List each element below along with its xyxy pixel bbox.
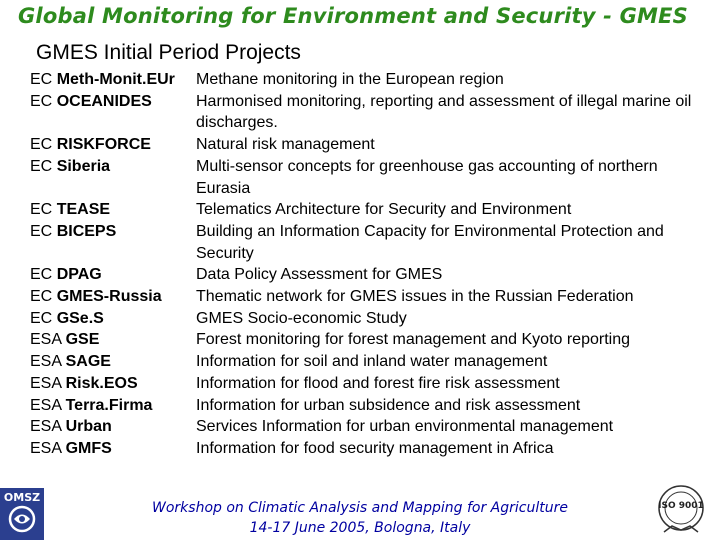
project-code	[30, 351, 196, 373]
project-description: GMES Socio-economic Study	[196, 309, 407, 327]
project-description: Telematics Architecture for Security and Environment	[196, 201, 572, 219]
project-row	[30, 199, 700, 221]
project-org: ESA	[30, 331, 62, 349]
project-org: EC	[30, 266, 53, 284]
section-subtitle: GMES Initial Period Projects	[36, 41, 301, 64]
project-row	[30, 91, 700, 134]
project-description: Building an Information Capacity for Environmental Protection and Security	[196, 222, 664, 262]
project-code	[30, 91, 196, 134]
project-name: GMES-Russia	[56, 288, 162, 306]
project-org: ESA	[30, 439, 62, 457]
project-code	[30, 264, 196, 286]
project-row	[30, 221, 700, 264]
project-row	[30, 373, 700, 395]
project-code	[30, 134, 196, 156]
project-row	[30, 438, 700, 460]
project-name: Risk.EOS	[65, 374, 138, 392]
footer	[0, 498, 720, 538]
project-code	[30, 373, 196, 395]
project-name: GMFS	[65, 439, 112, 457]
project-org: EC	[30, 157, 53, 175]
project-row	[30, 134, 700, 156]
slide-title: Global Monitoring for Environment and Security - GMES	[18, 4, 688, 28]
project-row	[30, 156, 700, 199]
project-name: GSe.S	[56, 309, 104, 327]
project-name: Urban	[65, 418, 112, 436]
project-description: Harmonised monitoring, reporting and assessment of illegal marine oil discharges.	[196, 92, 692, 132]
project-code	[30, 286, 196, 308]
project-name: OCEANIDES	[56, 92, 152, 110]
project-code	[30, 156, 196, 199]
omsz-logo-text: OMSZ	[3, 491, 41, 504]
project-name: Meth-Monit.EUr	[56, 71, 175, 88]
project-row	[30, 308, 700, 330]
project-code	[30, 308, 196, 330]
project-row	[30, 264, 700, 286]
project-code	[30, 438, 196, 460]
project-org: EC	[30, 201, 53, 219]
project-name: DPAG	[56, 266, 102, 284]
project-org: EC	[30, 309, 53, 327]
iso-certification-icon	[652, 482, 710, 538]
project-code	[30, 416, 196, 438]
project-code	[30, 199, 196, 221]
project-row	[30, 351, 700, 373]
project-row	[30, 329, 700, 351]
project-name: TEASE	[56, 201, 111, 219]
project-description: Information for flood and forest fire risk assessment	[196, 374, 560, 392]
project-name: GSE	[65, 331, 100, 349]
project-code	[30, 395, 196, 417]
project-description: Information for urban subsidence and risk assessment	[196, 396, 581, 414]
project-org: ESA	[30, 374, 62, 392]
project-description: Thematic network for GMES issues in the Russian Federation	[196, 288, 634, 306]
footer-workshop: Workshop on Climatic Analysis and Mapping for Agriculture	[152, 500, 568, 516]
project-description: Information for food security management in Africa	[196, 439, 554, 457]
project-name: RISKFORCE	[56, 136, 151, 154]
project-code	[30, 221, 196, 264]
iso-logo	[652, 482, 710, 538]
project-row	[30, 416, 700, 438]
project-description: Information for soil and inland water management	[196, 353, 548, 371]
project-code	[30, 329, 196, 351]
project-org: EC	[30, 71, 53, 88]
project-description: Natural risk management	[196, 136, 375, 154]
project-org: EC	[30, 92, 53, 110]
footer-date-location: 14-17 June 2005, Bologna, Italy	[249, 520, 471, 536]
project-name: Terra.Firma	[65, 396, 153, 414]
project-row	[30, 69, 700, 91]
project-table	[30, 69, 700, 460]
project-description: Methane monitoring in the European region	[196, 71, 504, 88]
project-org: ESA	[30, 396, 62, 414]
iso-logo-text: ISO 9001	[658, 501, 704, 511]
project-description: Multi-sensor concepts for greenhouse gas accounting of northern Eurasia	[196, 157, 658, 197]
project-description: Forest monitoring for forest management and Kyoto reporting	[196, 331, 630, 349]
project-name: BICEPS	[56, 222, 117, 240]
project-org: EC	[30, 136, 53, 154]
project-row	[30, 286, 700, 308]
project-code	[30, 69, 196, 91]
project-org: EC	[30, 222, 53, 240]
project-org: ESA	[30, 418, 62, 436]
project-org: ESA	[30, 353, 62, 371]
project-description: Services Information for urban environmental management	[196, 418, 614, 436]
project-row	[30, 395, 700, 417]
project-org: EC	[30, 288, 53, 306]
project-name: SAGE	[65, 353, 111, 371]
project-description: Data Policy Assessment for GMES	[196, 266, 443, 284]
project-name: Siberia	[56, 157, 111, 175]
